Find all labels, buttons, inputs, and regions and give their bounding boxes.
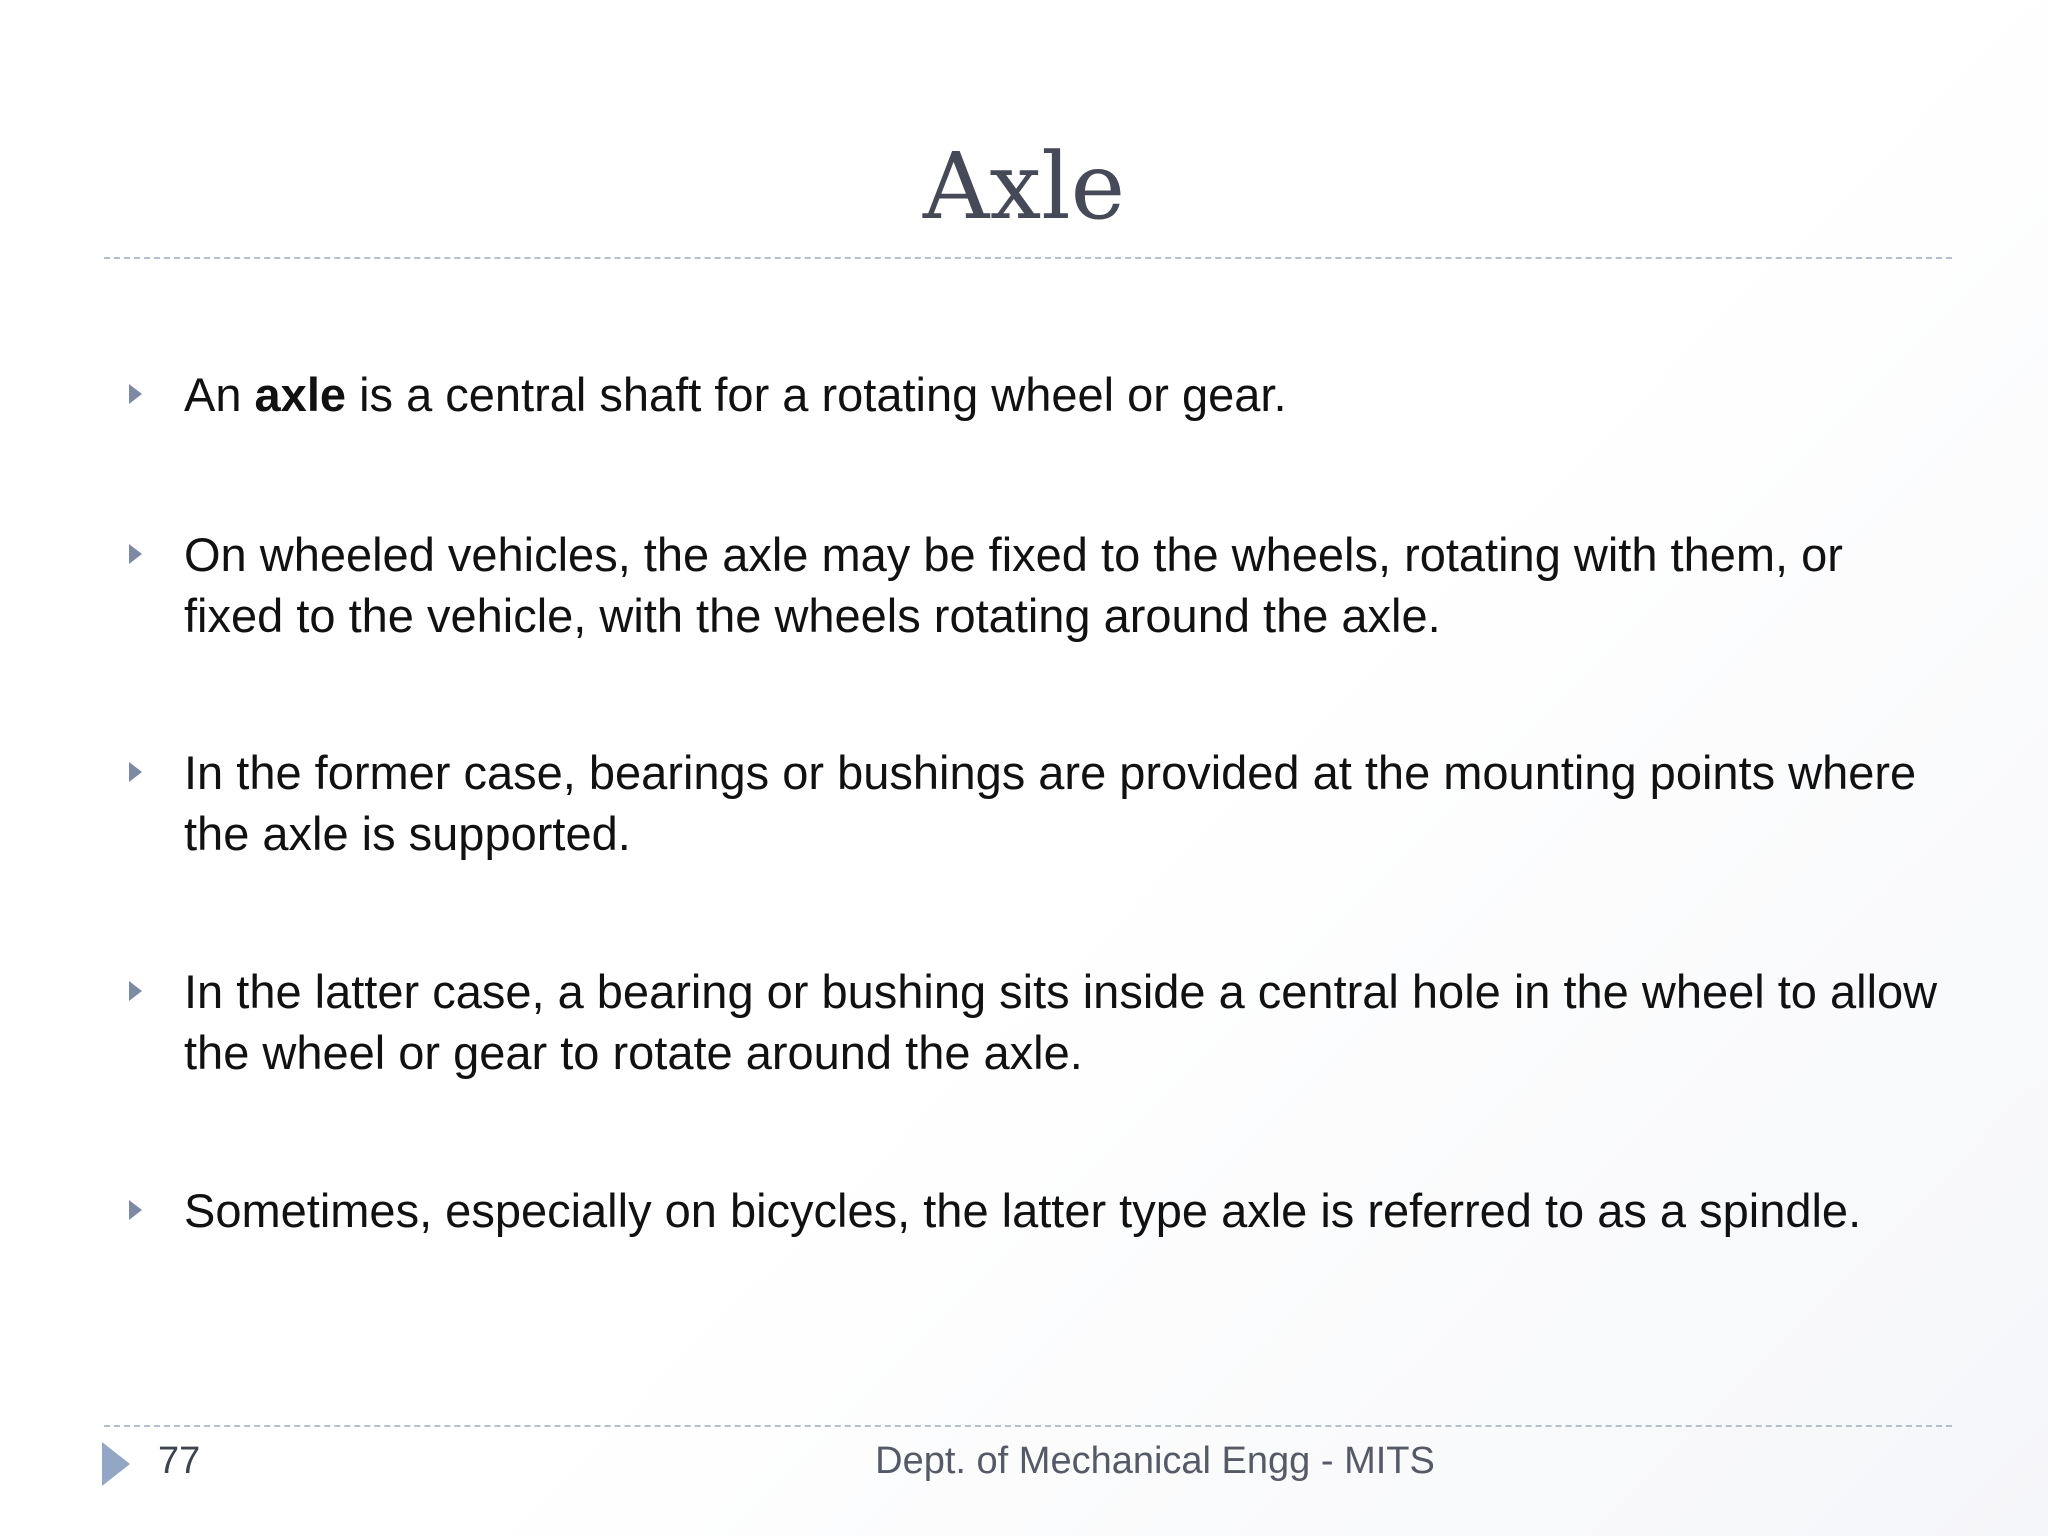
bullet-arrow-icon <box>129 762 142 782</box>
bullet-item <box>184 742 1944 864</box>
bullet-text-prefix: An <box>184 368 255 421</box>
bullet-item <box>184 1180 1944 1241</box>
bullet-bold-term: axle <box>254 368 347 421</box>
bullet-text: On wheeled vehicles, the axle may be fixed to the wheels, rotating with them, or fixed to the vehicle, with the wheels rotating around the axle. <box>184 528 1843 642</box>
bullet-item <box>184 364 1944 425</box>
page-number: 77 <box>158 1440 201 1482</box>
bullet-arrow-icon <box>129 384 142 404</box>
bullet-arrow-icon <box>129 981 142 1001</box>
bullet-text: Sometimes, especially on bicycles, the latter type axle is referred to as a spindle. <box>184 1184 1862 1237</box>
bullet-arrow-icon <box>129 1200 142 1220</box>
bullet-arrow-icon <box>129 544 142 564</box>
footer-divider <box>104 1425 1952 1427</box>
bullet-item <box>184 961 1944 1083</box>
slide-title: Axle <box>922 133 1126 240</box>
bullet-item <box>184 524 1944 646</box>
bullet-text: In the latter case, a bearing or bushing sits inside a central hole in the wheel to allow the wheel or gear to rotate around the axle. <box>184 965 1938 1079</box>
bullet-text: In the former case, bearings or bushings are provided at the mounting points where the axle is supported. <box>184 746 1917 860</box>
footer-text: Dept. of Mechanical Engg - MITS <box>875 1440 1435 1482</box>
bullet-text-suffix: is a central shaft for a rotating wheel or gear. <box>346 368 1287 421</box>
